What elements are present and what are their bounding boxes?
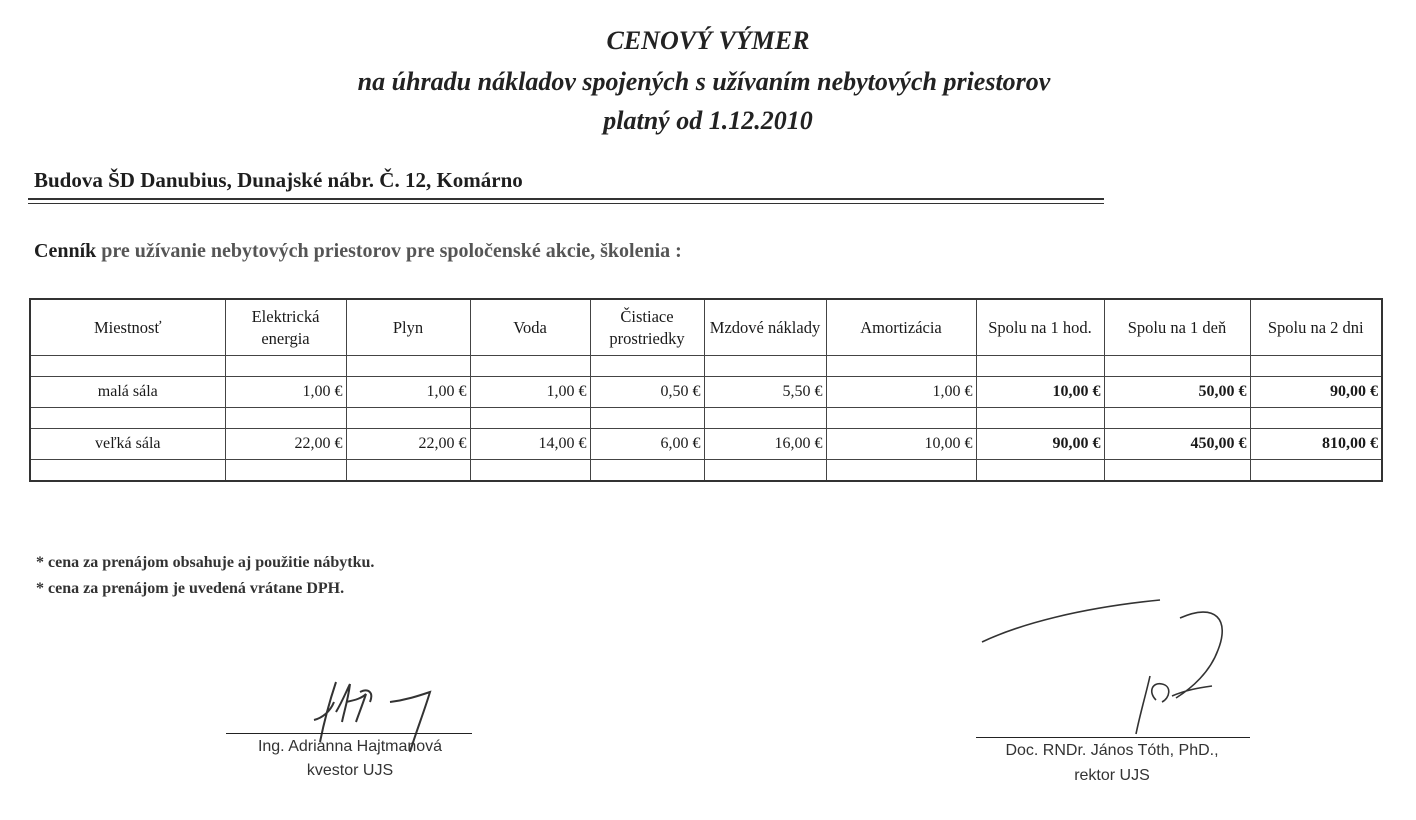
signature-line-1 [226,733,472,734]
col-header-total-day: Spolu na 1 deň [1104,299,1250,356]
col-header-total-2days: Spolu na 2 dni [1250,299,1382,356]
table-header-row [30,299,1382,356]
price-table [29,298,1383,482]
cell-water: 14,00 € [470,429,590,460]
cell-depreciation: 1,00 € [826,377,976,408]
cell-depreciation: 10,00 € [826,429,976,460]
col-header-room: Miestnosť [30,299,225,356]
table-row [30,429,1382,460]
cell-total-day: 450,00 € [1104,429,1250,460]
cell-total-2days: 810,00 € [1250,429,1382,460]
building-address: Budova ŠD Danubius, Dunajské nábr. Č. 12, Komárno [34,168,523,192]
spacer-row [30,356,1382,377]
cell-total-day: 50,00 € [1104,377,1250,408]
pricelist-lead: Cenník [34,240,97,262]
room-name: malá sála [30,377,225,408]
col-header-water: Voda [470,299,590,356]
cell-gas: 22,00 € [346,429,470,460]
col-header-gas: Plyn [346,299,470,356]
col-header-depreciation: Amortizácia [826,299,976,356]
note-furniture: * cena za prenájom obsahuje aj použitie nábytku. [36,554,375,571]
cell-cleaning: 0,50 € [590,377,704,408]
cell-total-hour: 90,00 € [976,429,1104,460]
cell-wages: 5,50 € [704,377,826,408]
cell-gas: 1,00 € [346,377,470,408]
spacer-row [30,408,1382,429]
col-header-electricity: Elektrická energia [225,299,346,356]
validity-date: platný od 1.12.2010 [603,106,813,135]
note-vat: * cena za prenájom je uvedená vrátane DPH. [36,580,345,597]
pricelist-heading [34,240,682,263]
cell-electricity: 1,00 € [225,377,346,408]
cell-wages: 16,00 € [704,429,826,460]
col-header-wages: Mzdové náklady [704,299,826,356]
divider-thick [28,198,1104,200]
signatory-2-name: Doc. RNDr. János Tóth, PhD., [1005,742,1219,759]
table-row [30,377,1382,408]
cell-total-2days: 90,00 € [1250,377,1382,408]
signature-scribble-2 [980,590,1240,750]
cell-electricity: 22,00 € [225,429,346,460]
document-subtitle: na úhradu nákladov spojených s užívaním nebytových priestorov [357,67,1051,96]
signature-scribble-1 [300,672,450,772]
signature-line-2 [976,737,1250,738]
pricelist-description: pre užívanie nebytových priestorov pre spoločenské akcie, školenia : [96,240,682,262]
col-header-cleaning: Čistiace prostriedky [590,299,704,356]
cell-cleaning: 6,00 € [590,429,704,460]
signatory-1-role: kvestor UJS [306,762,394,779]
signatory-1-name: Ing. Adrianna Hajtmanová [257,738,443,755]
document-title: CENOVÝ VÝMER [606,26,810,55]
divider-thin [28,203,1104,204]
col-header-total-hour: Spolu na 1 hod. [976,299,1104,356]
signatory-2-role: rektor UJS [1074,767,1150,784]
cell-water: 1,00 € [470,377,590,408]
cell-total-hour: 10,00 € [976,377,1104,408]
spacer-row [30,460,1382,482]
room-name: veľká sála [30,429,225,460]
